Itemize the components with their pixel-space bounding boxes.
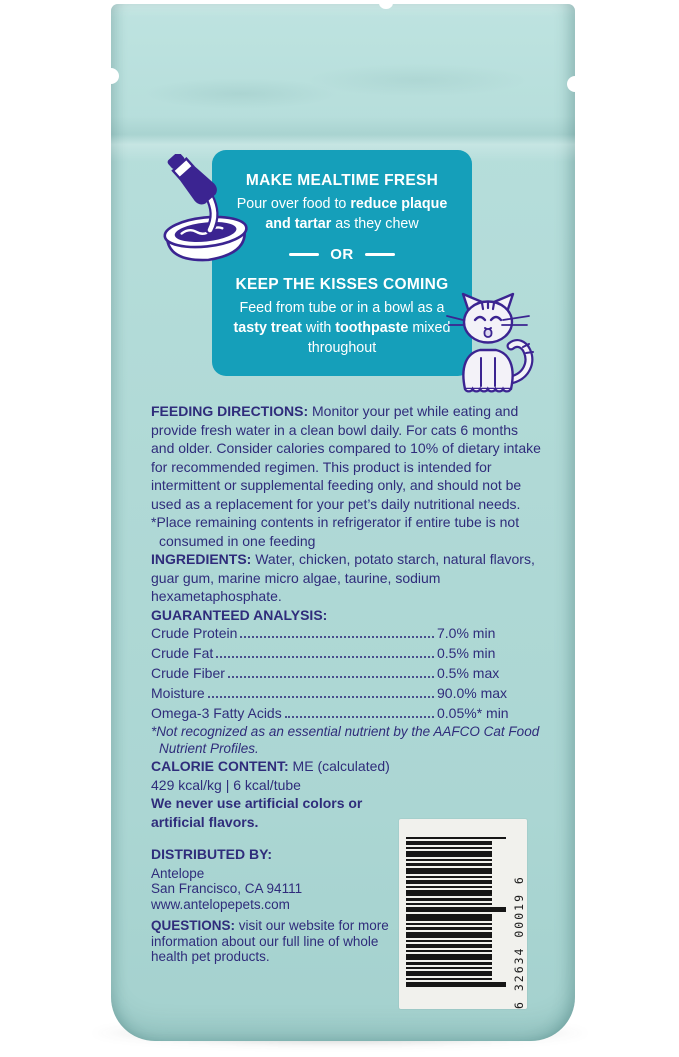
barcode-label [399,819,527,1009]
analysis-value: 0.5% max [437,665,500,681]
pouch-back-panel [111,4,575,1041]
calorie-content [151,757,545,776]
text-segment-bold: tasty treat [233,319,302,336]
analysis-label: Omega-3 Fatty Acids [151,705,282,721]
analysis-label: Moisture [151,685,205,701]
aafco-footnote: *Not recognized as an essential nutrient by the AAFCO Cat Food Nutrient Profiles. [151,724,540,756]
no-artificial-claim: We never use artificial colors or artificial flavors. [151,795,363,830]
dotted-leader [228,676,434,678]
divider-dash-right [365,253,395,256]
feeding-footnote: *Place remaining contents in refrigerator if entire tube is not consumed in one feeding [151,514,520,549]
analysis-row [151,684,545,704]
divider-dash-left [289,253,319,256]
analysis-label: Crude Protein [151,625,238,641]
hang-notch [379,0,393,9]
barcode-digits: 6 32634 00019 6 [512,875,526,1009]
panel-title-mealtime: MAKE MEALTIME FRESH [245,172,439,189]
analysis-row [151,664,545,684]
text-segment-bold: toothpaste [335,319,409,336]
analysis-value: 90.0% max [437,685,508,701]
dotted-leader [216,656,434,658]
distributor-website: www.antelopepets.com [151,896,290,912]
guaranteed-analysis-table [151,624,545,724]
panel-title-kisses: KEEP THE KISSES COMING [235,275,449,293]
text-segment: with [301,319,336,336]
feeding-directions-label: FEEDING DIRECTIONS: [151,403,309,419]
analysis-label: Crude Fiber [151,665,225,681]
analysis-label: Crude Fat [151,645,214,661]
ingredients-label: INGREDIENTS: [151,551,252,567]
questions-label: QUESTIONS: [151,918,236,933]
calorie-values: 429 kcal/kg | 6 kcal/tube [151,776,301,793]
analysis-value: 0.05%* min [437,705,509,721]
analysis-value: 0.5% min [437,645,496,661]
distributed-by-label: DISTRIBUTED BY: [151,846,273,862]
ingredients [151,550,545,606]
text-segment-bold: reduce plaque and tartar [265,196,448,233]
text-segment: Feed from tube or in a bowl as a [239,300,445,317]
analysis-row [151,624,545,644]
or-label: OR [330,245,354,263]
analysis-row [151,704,545,724]
dotted-leader [285,716,434,718]
ingredients-body: Water, chicken, potato starch, natural flavors, guar gum, marine micro algae, taurine, sodium hexametaphosphate. [151,551,535,604]
text-segment: mixed throughout [307,319,451,356]
dotted-leader [208,696,434,698]
barcode-bars [406,837,506,992]
tear-notch-right [567,76,583,92]
analysis-value: 7.0% min [437,625,496,641]
questions [151,918,401,965]
cat-illustration [439,290,537,394]
tube-pouring-into-bowl-illustration [149,154,271,286]
tear-notch-left [103,68,119,84]
calorie-content-label: CALORIE CONTENT: [151,758,289,774]
analysis-row [151,644,545,664]
panel-text-kisses [228,299,456,358]
dotted-leader [240,636,434,638]
feeding-directions [151,402,545,513]
text-segment: Pour over food to [236,196,351,213]
feeding-directions-body: Monitor your pet while eating and provide fresh water in a clean bowl daily. For cats 6 months and older. Consider calories compared to 10% of dietary intake for recommended regimen. This product is intended for intermittent or supplemental feeding only, and should not be used as a replacement for your pet’s daily nutritional needs. [151,403,541,512]
questions-body: visit our website for more information about our full line of whole health pet products. [151,918,389,964]
text-segment: as they chew [331,216,419,233]
distributor-name: Antelope [151,865,205,881]
guaranteed-analysis-title: GUARANTEED ANALYSIS: [151,606,328,623]
calorie-content-body: ME (calculated) [288,758,390,774]
distributor-address: San Francisco, CA 94111 [151,881,303,896]
